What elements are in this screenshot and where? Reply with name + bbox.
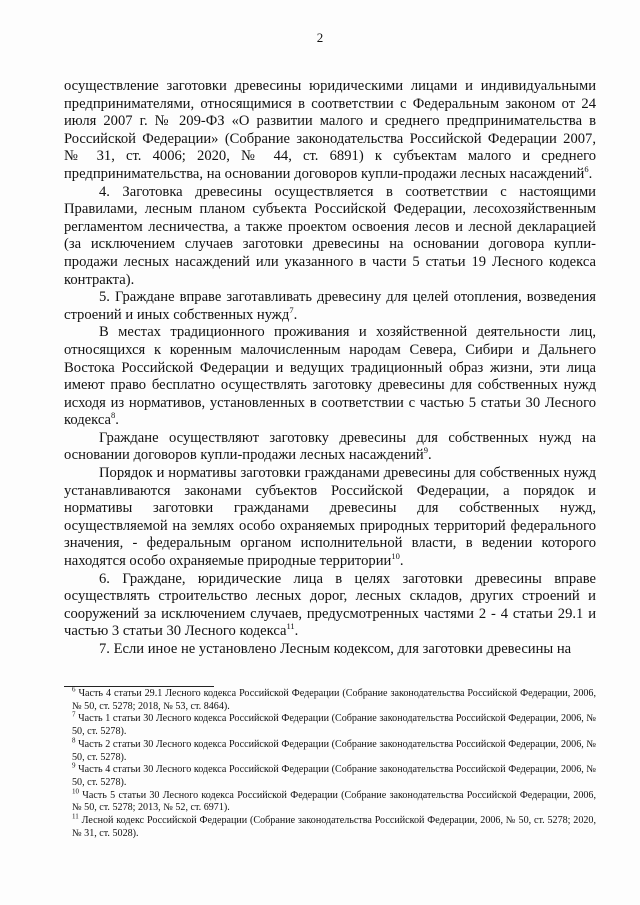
footnote-text: Часть 4 статьи 30 Лесного кодекса Российской Федерации (Собрание законодательства Российской Федерации, 2006, № 50, ст. 5278). xyxy=(72,764,597,788)
footnote-number: 8 xyxy=(72,736,76,745)
footnote-ref: 11 xyxy=(286,621,295,632)
paragraph-continuation: осуществление заготовки древесины юридическими лицами и индивидуальными предпринимателями, относящимися в соответствии с Федеральным законом от 24 июля 2007 г. № 209-ФЗ «О развитии малого и среднего предпринимательства в Российской Федерации» (Собрание законодательства Российской Федерации 2007, № 31, ст. 4006; 2020, № 44, ст. 6891) к субъектам малого и среднего предпринимательства, на основании договоров купли-продажи лесных насаждений$^6$. xyxy=(64,78,596,182)
footnote xyxy=(64,685,596,713)
footnote xyxy=(64,761,597,789)
footnote xyxy=(64,787,597,815)
paragraph-item-7 xyxy=(64,641,596,659)
footnote-text: Часть 1 статьи 30 Лесного кодекса Российской Федерации (Собрание законодательства Российской Федерации, 2006, № 50, ст. 5278). xyxy=(72,713,597,738)
footnote-number: 10 xyxy=(72,787,79,796)
footnote xyxy=(64,812,596,840)
footnote-number: 7 xyxy=(72,711,76,720)
paragraph-norms: Порядок и нормативы заготовки гражданами древесины для собственных нужд устанавливаются законами субъектов Российской Федерации, а порядок и нормативы заготовки гражданами древесины для собственных нужд, осуществляемой на землях особо охраняемых природных территорий федерального значения, - федеральным органом исполнительной власти, в ведении которого находятся особо охраняемые природные территории$^{10}$. xyxy=(64,465,596,570)
footnote-text: Часть 4 статьи 29.1 Лесного кодекса Российской Федерации (Собрание законодательства Российской Федерации, 2006, № 50, ст. 5278; 2018, № 53, ст. 8464). xyxy=(72,688,596,712)
footnote-ref: 10 xyxy=(391,551,400,562)
paragraph-item-6: 6. Граждане, юридические лица в целях заготовки древесины вправе осуществлять строительство лесных дорог, лесных складов, других строений и сооружений за исключением случаев, предусмотренных частями 2 - 4 статьи 29.1 и частью 3 статьи 30 Лесного кодекса$^{11}$. xyxy=(64,570,596,640)
paragraph-item-4 xyxy=(64,184,596,290)
footnote-number: 6 xyxy=(72,685,76,694)
footnote-text: Часть 2 статьи 30 Лесного кодекса Российской Федерации (Собрание законодательства Российской Федерации, 2006, № 50, ст. 5278). xyxy=(72,738,597,763)
footnote-number: 11 xyxy=(72,812,79,821)
footnote-number: 9 xyxy=(72,761,76,770)
paragraph-contracts: Граждане осуществляют заготовку древесины для собственных нужд на основании договоров купли-продажи лесных насаждений$^9$. xyxy=(64,429,596,464)
footnote-separator xyxy=(64,686,214,687)
footnote-ref: 7 xyxy=(289,304,294,315)
footnote-text: Часть 5 статьи 30 Лесного кодекса Российской Федерации (Собрание законодательства Российской Федерации, 2006, № 50, ст. 5278; 2013, № 52, ст. 6971). xyxy=(72,789,597,814)
footnotes xyxy=(64,685,597,840)
paragraph-text: 5. Граждане вправе заготавливать древесину для целей отопления, возведения строений и иных собственных нужд xyxy=(64,289,596,323)
footnote xyxy=(64,736,597,764)
footnote xyxy=(64,713,596,738)
document-body xyxy=(64,78,596,659)
paragraph-text: осуществление заготовки древесины юридическими лицами и индивидуальными предпринимателями, относящимися в соответствии с Федеральным законом от 24 июля 2007 г. № 209-ФЗ «О развитии малого и среднего предпринимательства в Российской Федерации» (Собрание законодательства Российской Федерации 2007, № 31, ст. 4006; 2020, № 44, ст. 6891) к субъектам малого и среднего предпринимательства, на основании договоров купли-продажи лесных насаждений xyxy=(64,78,596,182)
paragraph-text: 4. Заготовка древесины осуществляется в соответствии с настоящими Правилами, лесным планом субъекта Российской Федерации, лесохозяйственным регламентом лесничества, а также проектом освоения лесов и лесной декларацией (за исключением случаев заготовки древесины на основании договора купли-продажи лесных насаждений или указанного в части 5 статьи 19 Лесного кодекса контракта). xyxy=(64,183,596,288)
footnote-ref: 9 xyxy=(423,445,428,456)
paragraph-text: В местах традиционного проживания и хозяйственной деятельности лиц, относящихся к коренным малочисленным народам Севера, Сибири и Дальнего Востока Российской Федерации и ведущих традиционный образ жизни, эти лица имеют право бесплатно осуществлять заготовку древесины для собственных нужд исходя из нормативов, установленных в соответствии с частью 5 статьи 30 Лесного кодекса xyxy=(64,324,596,429)
paragraph-item-5: 5. Граждане вправе заготавливать древесину для целей отопления, возведения строений и иных собственных нужд$^7$. xyxy=(64,289,596,323)
paragraph-text: 7. Если иное не установлено Лесным кодексом, для заготовки древесины на xyxy=(99,641,572,657)
paragraph-indigenous-peoples: В местах традиционного проживания и хозяйственной деятельности лиц, относящихся к коренным малочисленным народам Севера, Сибири и Дальнего Востока Российской Федерации и ведущих традиционный образ жизни, эти лица имеют право бесплатно осуществлять заготовку древесины для собственных нужд исходя из нормативов, установленных в соответствии с частью 5 статьи 30 Лесного кодекса$^8$. xyxy=(64,324,596,429)
footnote-text: Лесной кодекс Российской Федерации (Собрание законодательства Российской Федерации, 2006, № 50, ст. 5278; 2020, № 31, ст. 5028). xyxy=(72,815,596,839)
page-number: 2 xyxy=(316,30,324,45)
paragraph-text: Порядок и нормативы заготовки гражданами древесины для собственных нужд устанавливаются законами субъектов Российской Федерации, а порядок и нормативы заготовки гражданами древесины для собственных нужд, осуществляемой на землях особо охраняемых природных территорий федерального значения, - федеральным органом исполнительной власти, в ведении которого находятся особо охраняемые природные территории xyxy=(64,465,596,570)
paragraph-text: 6. Граждане, юридические лица в целях заготовки древесины вправе осуществлять строительство лесных дорог, лесных складов, других строений и сооружений за исключением случаев, предусмотренных частями 2 - 4 статьи 29.1 и частью 3 статьи 30 Лесного кодекса xyxy=(64,570,596,640)
footnote-ref: 6 xyxy=(584,164,589,175)
footnote-ref: 8 xyxy=(111,410,116,421)
paragraph-text: Граждане осуществляют заготовку древесины для собственных нужд на основании договоров купли-продажи лесных насаждений xyxy=(64,429,596,464)
